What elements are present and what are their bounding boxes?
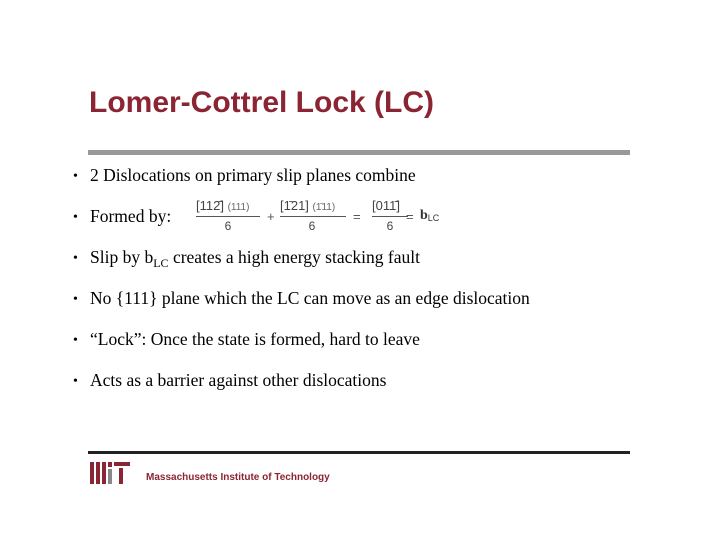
bullet-icon: • [73,169,78,184]
slip-plane: (111) [227,202,250,213]
bullet-text: No {111} plane which the LC can move as an edge dislocation [90,288,530,308]
bullet-item [73,165,416,186]
fraction-bar [372,216,408,217]
burgers-term-2 [280,198,346,233]
bullet-icon: • [73,292,78,307]
equals-sign: = [406,209,414,224]
bullet-item [73,206,171,227]
bullet-item [73,329,420,350]
bullet-text: “Lock”: Once the state is formed, hard to leave [90,329,420,349]
slip-plane: (1̄11) [312,202,336,213]
equals-sign: = [353,209,361,224]
bullet-item [73,370,386,391]
bullet-icon: • [73,210,78,225]
burgers-vector: [1̄21] [280,198,309,213]
plus-sign: + [267,209,275,224]
bullet-text: Slip by $b_{LC}$ creates a high energy stacking fault [90,247,420,270]
bullet-icon: • [73,333,78,348]
denominator: 6 [224,219,232,233]
fraction-bar [196,216,260,217]
burgers-term-3 [372,198,408,233]
institute-name: Massachusetts Institute of Technology [146,472,330,483]
bullet-icon: • [73,251,78,266]
bullet-text: Acts as a barrier against other dislocations [90,370,387,390]
burgers-vector: [011̄] [372,198,400,213]
bullet-text: Formed by: [90,206,172,226]
burgers-vector: [112̄] [196,198,224,213]
title-divider [88,150,630,155]
bullet-text: 2 Dislocations on primary slip planes combine [90,165,416,185]
bullet-icon: • [73,374,78,389]
burgers-term-1 [196,198,260,233]
mit-logo-icon [90,462,130,484]
denominator: 6 [308,219,316,233]
footer-divider [88,451,630,454]
bullet-item [73,247,420,271]
result-vector: bLC [420,208,440,223]
fraction-bar [280,216,346,217]
denominator: 6 [386,219,394,233]
slide-title: Lomer-Cottrel Lock (LC) [89,86,434,119]
bullet-item [73,288,530,309]
